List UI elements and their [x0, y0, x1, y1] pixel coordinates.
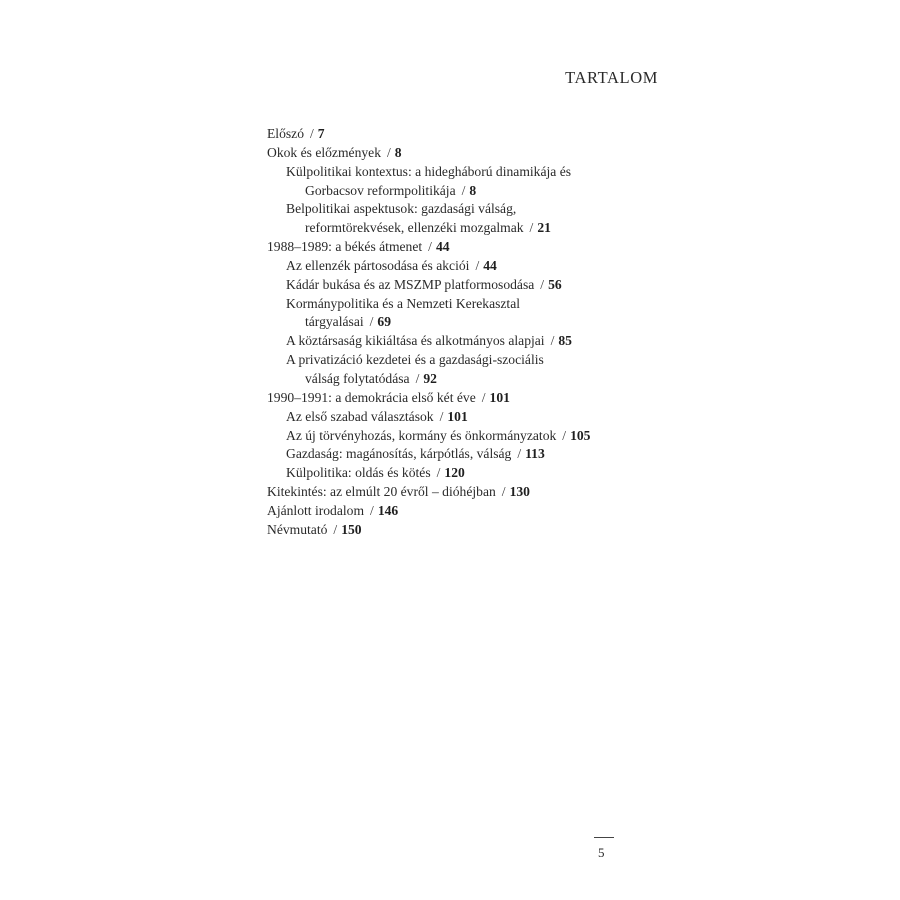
toc-entry-kulpolitikai-kontextus — [267, 163, 667, 201]
page-separator: / — [436, 465, 441, 481]
page-separator: / — [428, 239, 432, 255]
toc-page-number: 8 — [394, 144, 402, 160]
toc-entry-elso-szabad-valasztasok — [267, 408, 667, 427]
page-separator: / — [370, 502, 374, 518]
toc-entry-1988-1989 — [267, 238, 667, 257]
toc-entry-title: A privatizáció kezdetei és a gazdasági-szociális — [286, 352, 544, 368]
toc-page-number: 56 — [548, 276, 562, 292]
toc-entry-title: 1988–1989: a békés átmenet — [267, 239, 423, 255]
toc-entry-ajanlott-irodalom — [267, 502, 667, 521]
toc-entry-eloszo — [267, 125, 667, 144]
toc-page-number: 101 — [447, 408, 468, 424]
toc-entry-continuation — [286, 313, 667, 332]
toc-entry-title: Ajánlott irodalom — [267, 502, 365, 518]
toc-entry-belpolitikai-aspektusok — [267, 200, 667, 238]
page-separator: / — [517, 446, 522, 462]
page-separator: / — [387, 144, 391, 160]
toc-page-number: 150 — [341, 521, 362, 537]
toc-page-number: 130 — [509, 484, 530, 500]
toc-page-number: 44 — [435, 239, 450, 255]
page-separator: / — [310, 126, 314, 141]
toc-entry-title: Előszó — [267, 126, 304, 141]
toc-entry-title: Névmutató — [267, 521, 328, 537]
table-of-contents — [267, 125, 667, 540]
page-separator: / — [481, 389, 486, 405]
toc-entry-title: Okok és előzmények — [267, 144, 382, 160]
toc-page-number: 44 — [483, 257, 497, 273]
toc-entry-gazdasag — [267, 445, 667, 464]
page-separator: / — [369, 314, 374, 330]
toc-page-number: 8 — [469, 182, 477, 198]
toc-entry-privatizacio-kezdetei — [267, 351, 667, 389]
page-separator: / — [501, 484, 506, 500]
toc-page-number: 85 — [558, 333, 572, 349]
toc-entry-continuation — [286, 182, 667, 201]
folio-rule — [594, 837, 614, 838]
page-separator: / — [415, 370, 420, 386]
toc-entry-title-cont: válság folytatódása — [305, 370, 410, 386]
toc-entry-title: Kádár bukása és az MSZMP platformosodása — [286, 276, 535, 292]
toc-entry-title: Az első szabad választások — [286, 408, 434, 424]
toc-entry-kormanypolitika — [267, 295, 667, 333]
toc-entry-title: Az új törvényhozás, kormány és önkormányzatok — [286, 427, 557, 443]
page-separator: / — [475, 257, 480, 273]
toc-entry-title: Kormánypolitika és a Nemzeti Kerekasztal — [286, 295, 521, 311]
toc-page-number: 120 — [444, 465, 465, 481]
toc-page-number: 101 — [489, 389, 510, 405]
toc-page-number: 7 — [317, 126, 325, 141]
page-separator: / — [550, 333, 555, 349]
toc-entry-koztarsasag-kikialtasa — [267, 332, 667, 351]
toc-entry-nevmutato — [267, 521, 667, 540]
toc-entry-title: Külpolitika: oldás és kötés — [286, 465, 431, 481]
toc-entry-kulpolitika — [267, 464, 667, 483]
toc-entry-kitekintes — [267, 483, 667, 502]
toc-entry-title-cont: tárgyalásai — [305, 314, 364, 330]
toc-entry-1990-1991 — [267, 389, 667, 408]
toc-entry-okok — [267, 144, 667, 163]
toc-entry-title: Kitekintés: az elmúlt 20 évről – dióhéjban — [267, 484, 496, 500]
page-separator: / — [333, 521, 338, 537]
toc-entry-title-cont: Gorbacsov reformpolitikája — [305, 182, 456, 198]
toc-page-number: 21 — [537, 220, 551, 236]
page-title: TARTALOM — [565, 68, 658, 87]
page-separator: / — [439, 408, 444, 424]
toc-entry-continuation — [286, 219, 667, 238]
toc-page-number: 146 — [377, 502, 399, 518]
toc-page-number: 113 — [525, 446, 545, 462]
toc-entry-title: Külpolitikai kontextus: a hidegháború dinamikája és — [286, 163, 572, 179]
toc-entry-title: Belpolitikai aspektusok: gazdasági válság, — [286, 201, 517, 217]
toc-entry-title: Az ellenzék pártosodása és akciói — [286, 257, 470, 273]
toc-entry-continuation — [286, 370, 667, 389]
toc-entry-kadar-bukasa — [267, 276, 667, 295]
page-separator: / — [461, 182, 466, 198]
toc-entry-ellenzek-partosodasa — [267, 257, 667, 276]
page-separator: / — [540, 276, 545, 292]
toc-entry-title: 1990–1991: a demokrácia első két éve — [267, 389, 476, 405]
page-number: 5 — [598, 845, 605, 860]
toc-entry-title: Gazdaság: magánosítás, kárpótlás, válság — [286, 446, 512, 462]
toc-page-number: 69 — [377, 314, 392, 330]
toc-page-number: 92 — [423, 370, 437, 386]
toc-entry-title: A köztársaság kikiáltása és alkotmányos alapjai — [286, 333, 545, 349]
toc-entry-uj-torvenyhozas — [267, 427, 667, 446]
page-separator: / — [562, 427, 567, 443]
toc-page-number: 105 — [570, 427, 591, 443]
page-separator: / — [529, 220, 534, 236]
toc-entry-title-cont: reformtörekvések, ellenzéki mozgalmak — [305, 220, 524, 236]
